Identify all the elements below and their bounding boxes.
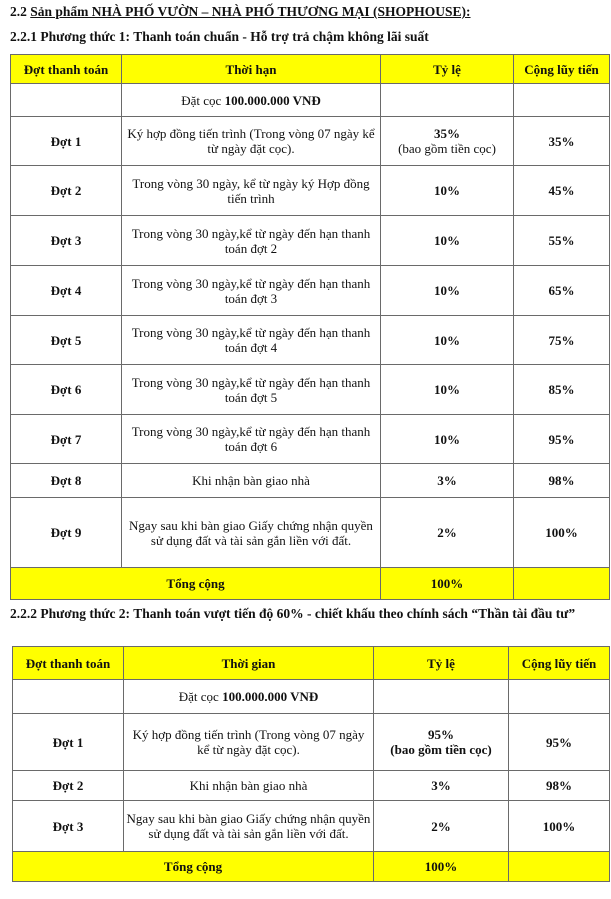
deposit-row [11,84,610,117]
table-row [11,464,610,498]
rate-value: 10% [434,183,460,198]
rate-cell [381,117,514,166]
rate-cell [381,415,514,464]
phase-cell: Đợt 7 [11,415,122,464]
method1-rows [11,117,610,568]
total-cumulative [514,568,610,600]
phase-cell: Đợt 6 [11,365,122,415]
table-header-row [13,647,610,680]
term-cell: Trong vòng 30 ngày,kể từ ngày đến hạn thanh toán đợt 5 [122,365,381,415]
rate-note: (bao gồm tiền cọc) [398,141,496,156]
phase-cell: Đợt 5 [11,316,122,365]
total-cumulative [509,852,610,882]
deposit-row [13,680,610,714]
table-header-row [11,55,610,84]
header-cumulative: Cộng lũy tiến [509,647,610,680]
table-row [13,801,610,852]
rate-value: 10% [434,283,460,298]
phase-cell: Đợt 8 [11,464,122,498]
rate-cell [381,365,514,415]
rate-value: 3% [431,778,451,793]
rate-value: 10% [434,233,460,248]
method1-heading: 2.2.1 Phương thức 1: Thanh toán chuẩn - Hỗ trợ trả chậm không lãi suất [10,29,429,44]
phase-cell: Đợt 2 [13,771,124,801]
rate-value: 2% [437,525,457,540]
deposit-amount: 100.000.000 VNĐ [224,92,321,108]
cumulative-cell: 98% [514,464,610,498]
deposit-cumulative [509,680,610,714]
cumulative-cell: 65% [514,266,610,316]
rate-cell [374,801,509,852]
rate-value: 10% [434,332,460,348]
rate-cell [381,464,514,498]
term-cell: Ký hợp đồng tiến trình (Trong vòng 07 ngày kể từ ngày đặt cọc). [124,714,374,771]
table-row [11,166,610,216]
cumulative-cell: 95% [509,714,610,771]
rate-value: 3% [437,473,457,488]
header-cumulative: Cộng lũy tiến [514,55,610,84]
table-row [11,365,610,415]
method2-table [12,646,610,882]
deposit-cell [124,680,374,714]
cumulative-cell: 55% [514,216,610,266]
term-cell: Khi nhận bàn giao nhà [122,464,381,498]
rate-cell [374,771,509,801]
total-label: Tổng cộng [13,852,374,882]
term-cell: Trong vòng 30 ngày,kể từ ngày đến hạn thanh toán đợt 4 [122,316,381,365]
cumulative-cell: 35% [514,117,610,166]
table-row [11,117,610,166]
total-row [11,568,610,600]
term-cell: Trong vòng 30 ngày,kể từ ngày đến hạn thanh toán đợt 2 [122,216,381,266]
term-cell: Ngay sau khi bàn giao Giấy chứng nhận quyền sử dụng đất và tài sản gắn liền với đất. [122,498,381,568]
method2-heading: 2.2.2 Phương thức 2: Thanh toán vượt tiến độ 60% - chiết khấu theo chính sách “Thần tài đầu tư” [10,606,576,621]
phase-cell: Đợt 3 [13,801,124,852]
deposit-prefix: Đặt cọc [178,689,223,704]
cumulative-cell: 75% [514,316,610,365]
total-rate: 100% [381,568,514,600]
cumulative-cell: 100% [514,498,610,568]
header-term: Thời gian [124,647,374,680]
deposit-phase [11,84,122,117]
header-term: Thời hạn [122,55,381,84]
rate-cell [381,166,514,216]
term-cell: Ký hợp đồng tiến trình (Trong vòng 07 ngày kể từ ngày đặt cọc). [122,117,381,166]
table-row [11,415,610,464]
rate-cell [381,498,514,568]
rate-cell [381,316,514,365]
section-title-text: Sản phẩm NHÀ PHỐ VƯỜN – NHÀ PHỐ THƯƠNG MẠI (SHOPHOUSE): [30,4,471,19]
deposit-cell [122,84,381,117]
deposit-rate [381,84,514,117]
phase-cell: Đợt 1 [13,714,124,771]
header-phase: Đợt thanh toán [13,647,124,680]
table-row [11,316,610,365]
term-cell: Khi nhận bàn giao nhà [124,771,374,801]
method1-table [10,54,610,600]
table-row [13,771,610,801]
phase-cell: Đợt 9 [11,498,122,568]
deposit-phase [13,680,124,714]
rate-value: 95% [428,727,454,742]
cumulative-cell: 85% [514,365,610,415]
total-row [13,852,610,882]
header-rate: Tỷ lệ [381,55,514,84]
phase-cell: Đợt 1 [11,117,122,166]
cumulative-cell: 100% [509,801,610,852]
rate-note: (bao gồm tiền cọc) [390,742,492,757]
term-cell: Trong vòng 30 ngày,kể từ ngày đến hạn thanh toán đợt 6 [122,415,381,464]
rate-cell [374,714,509,771]
rate-value: 10% [434,431,460,447]
table-row [11,216,610,266]
term-cell: Trong vòng 30 ngày, kể từ ngày ký Hợp đồng tiến trình [122,166,381,216]
rate-value: 10% [434,382,460,397]
header-phase: Đợt thanh toán [11,55,122,84]
rate-cell [381,216,514,266]
deposit-amount: 100.000.000 VNĐ [222,689,319,704]
deposit-prefix: Đặt cọc [181,92,225,108]
table-row [11,498,610,568]
deposit-rate [374,680,509,714]
section-number: 2.2 [10,4,27,19]
total-label: Tổng cộng [11,568,381,600]
table-row [11,266,610,316]
term-cell: Ngay sau khi bàn giao Giấy chứng nhận quyền sử dụng đất và tài sản gắn liền với đất. [124,801,374,852]
rate-cell [381,266,514,316]
phase-cell: Đợt 4 [11,266,122,316]
header-rate: Tỷ lệ [374,647,509,680]
cumulative-cell: 95% [514,415,610,464]
rate-value: 2% [431,818,451,834]
rate-value: 35% [434,126,460,141]
table-row [13,714,610,771]
phase-cell: Đợt 2 [11,166,122,216]
deposit-cumulative [514,84,610,117]
phase-cell: Đợt 3 [11,216,122,266]
total-rate: 100% [374,852,509,882]
section-title [10,4,471,20]
term-cell: Trong vòng 30 ngày,kể từ ngày đến hạn thanh toán đợt 3 [122,266,381,316]
cumulative-cell: 45% [514,166,610,216]
cumulative-cell: 98% [509,771,610,801]
method2-rows [13,714,610,852]
